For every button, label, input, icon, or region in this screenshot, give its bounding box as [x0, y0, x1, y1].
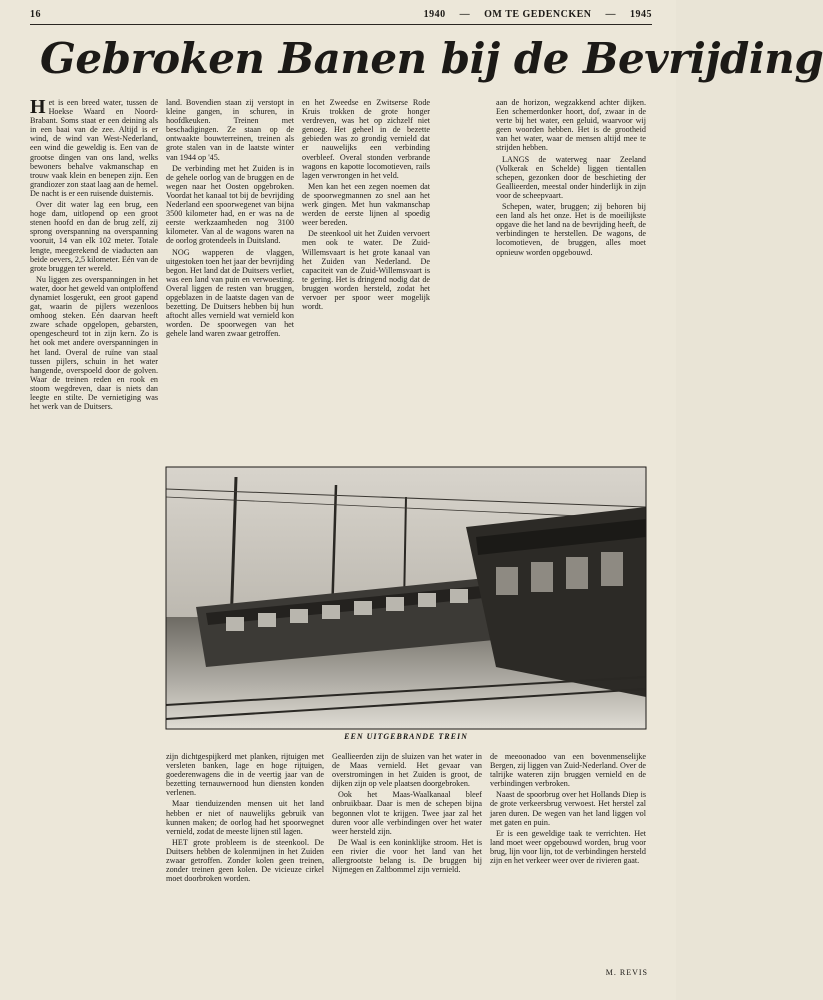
text-column-2	[166, 98, 294, 460]
paragraph: HET grote probleem is de steenkool. De Duitsers hebben de kolenmijnen in het Zuiden zwaar getroffen. Zonder kolen geen treinen, zonder treinen geen kolen. De vicieuze cirkel moet doorbroken worden.	[166, 837, 324, 884]
paragraph: Het is een breed water, tussen de Hoekse Waard en Noord-Brabant. Soms staat er een deining als in een baai van de zee. Altijd is er wind, de wind van West-Nederland, een wind die geweldig is. Een van de grootse dingen van ons land, welks bewoners behalve vakmanschap en trouw vaak klein en benepen zijn. Een grandiozer zon staat laag aan de hemel. De nacht is er een ruisende duisternis.	[30, 96, 158, 198]
text-column-4	[496, 98, 646, 460]
text-column-1	[30, 98, 158, 543]
header-rule	[30, 24, 652, 25]
header-dash: —	[459, 8, 471, 20]
year-end: 1945	[630, 8, 652, 20]
photo-caption: EEN UITGEBRANDE TREIN	[344, 732, 468, 741]
paragraph: Naast de spoorbrug over het Hollands Diep is de grote verkeersbrug verwoest. Het herstel zal jaren duren. De wegen van het land liggen vol met gaten en puin.	[490, 790, 646, 827]
text-column-3	[302, 98, 430, 460]
text-column-6	[332, 752, 482, 992]
year-start: 1940	[423, 8, 446, 20]
paragraph: Nu liggen zes overspanningen in het water, door het geweld van ontploffend dynamiet losgerukt, een groot gapend gat, waarin de pijlers wezenloos omhoog steken. Eén daarvan heeft zware schade opgelopen, gebarsten, opengescheurd tot in zijn kern. Zo is het ook met andere overspanningen in het land. Overal de ruïne van staal tussen pijlers, schuin in het water hangende, overspoeld door de golven. Waar de treinen reden en rook en stoom wegdreven, daar is niets dan leegte en stilte. De vernietiging was het werk van de Duitsers.	[30, 274, 158, 412]
paragraph: Men kan het een zegen noemen dat de spoorwegmannen zo snel aan het werk gingen. Met hun vakmanschap werden de eerste lijnen al spoedig weer bereden.	[302, 181, 430, 228]
paragraph: Schepen, water, bruggen; zij behoren bij een land als het onze. Het is de moeilijkste opgave die het land na de bevrijding heeft, de verbindingen te herstellen. De wagons, de locomotieven, de bruggen, alles moet opnieuw worden opgebouwd.	[496, 202, 646, 257]
paragraph: aan de horizon, wegzakkend achter dijken. Een schemerdonker hoort, dof, zwaar in de verte bij het water, een geluid, waarvoor wij geen woorden hebben. Het is de grootheid van het water, waar de mensen altijd mee te strijden hebben.	[496, 98, 646, 153]
paragraph: Maar tienduizenden mensen uit het land hebben er niet of nauwelijks gebruik van kunnen maken; de oorlog had het spoorwegnet vernield, zodat de meeste lijnen stil lagen.	[166, 799, 324, 836]
paragraph: land. Bovendien staan zij verstopt in kleine gangen, in schuren, in hoofdkeuken. Treinen met beschadigingen. Ze staan op de ontwaakte bouwterreinen, treinen als grote stalen van in de laatste winter van 1944 op '45.	[166, 98, 294, 162]
page-header	[30, 5, 652, 23]
paragraph: zijn dichtgespijkerd met planken, rijtuigen met versleten banken, lage en hoge rijtuigen, goederenwagens die in de veertig jaar van de bezetting ternauwernood hun diensten konden verlenen.	[166, 752, 324, 798]
drop-cap: H	[30, 96, 46, 118]
paragraph: LANGS de waterweg naar Zeeland (Volkerak en Schelde) liggen tientallen schepen, gezonken door de beschieting der Geallieerden, meestal onder hinderlijk in zijn voor de scheepvaart.	[496, 154, 646, 200]
article-title: Gebroken Banen bij de Bevrijding	[40, 34, 823, 83]
paragraph: De Waal is een koninklijke stroom. Het is een rivier die voor het land van het allergrootste belang is. De bruggen bij Nijmegen en Zaltbommel zijn vernield.	[332, 837, 482, 875]
burned-train-photo	[166, 467, 646, 729]
periodical-name: OM TE GEDENCKEN	[484, 8, 592, 20]
paragraph: Geallieerden zijn de sluizen van het water in de Maas vernield. Het gevaar van overstromingen in het Zuiden is groot, de dijken zijn op vele plaatsen doorgebroken.	[332, 752, 482, 789]
header-center	[424, 9, 652, 20]
text-column-7	[490, 752, 646, 962]
text-column-5	[166, 752, 324, 992]
page-number: 16	[30, 8, 41, 20]
author-signature: M. REVIS	[605, 968, 648, 977]
paragraph: Er is een geweldige taak te verrichten. Het land moet weer opgebouwd worden, brug voor brug, lijn voor lijn, tot de verbindingen hersteld zijn en het verkeer weer over de rivieren gaat.	[490, 828, 646, 866]
paragraph: Over dit water lag een brug, een hoge dam, uitlopend op een groot stenen hoofd en dan de brug zelf, zij sprong overspanning na overspanning vooruit, 14 van elk 102 meter. Totale lengte, meegerekend de viaducten aan beide oevers, 2,5 kilometer. Eén van de grote bruggen ter wereld.	[30, 200, 158, 273]
paragraph: de meeoonadoo van een bovenmenselijke Bergen, zij liggen van Zuid-Nederland. Over de talrijke wateren zijn bruggen vernield en de verbindingen verbroken.	[490, 752, 646, 789]
paragraph: en het Zweedse en Zwitserse Rode Kruis trokken de grote honger verdreven, was het op zichzelf niet genoeg. Het geheel in de bezette gebieden was zo grondig vernield dat er nauwelijks een verbinding overbleef. Overal stonden verbrande wagons en kapotte locomotieven, rails lagen verwrongen in het veld.	[302, 98, 430, 180]
paragraph: Ook het Maas-Waalkanaal bleef onbruikbaar. Daar is men de schepen bijna begonnen vlot te krijgen. Twee jaar zal het duren voor alle verbindingen over het water weer hersteld zijn.	[332, 790, 482, 836]
paragraph: NOG wapperen de vlaggen, uitgestoken toen het jaar der bevrijding begon. Het land dat de Duitsers verliet, was een land van puin en verwoesting. Overal liggen de resten van bruggen, opgeblazen in de laatste dagen van de bezetting. De Duitsers hebben bij hun aftocht alles vernield wat vernield kon worden. De spoorwegen van het gehele land waren zwaar getroffen.	[166, 247, 294, 339]
header-dash: —	[605, 8, 616, 20]
train-illustration	[166, 467, 646, 729]
paragraph: De verbinding met het Zuiden is in de gehele oorlog van de bruggen en de wegen naar het Oosten opgebroken. Voordat het kanaal tot bij de bevrijding Nederland een spoorwegenet van bijna 3500 kilometer had, en er was na de eerste werkzaamheden nog 3100 kilometer. Van al de wagons waren na de oorlog grotendeels in Duitsland.	[166, 163, 294, 246]
paragraph: De steenkool uit het Zuiden vervoert men ook te water. De Zuid-Willemsvaart is het grote kanaal van het Zuiden van Nederland. De capaciteit van de Zuid-Willemsvaart is te gering. Het is dringend nodig dat de bruggen worden hersteld, zodat het vervoer per spoor weer mogelijk wordt.	[302, 229, 430, 312]
